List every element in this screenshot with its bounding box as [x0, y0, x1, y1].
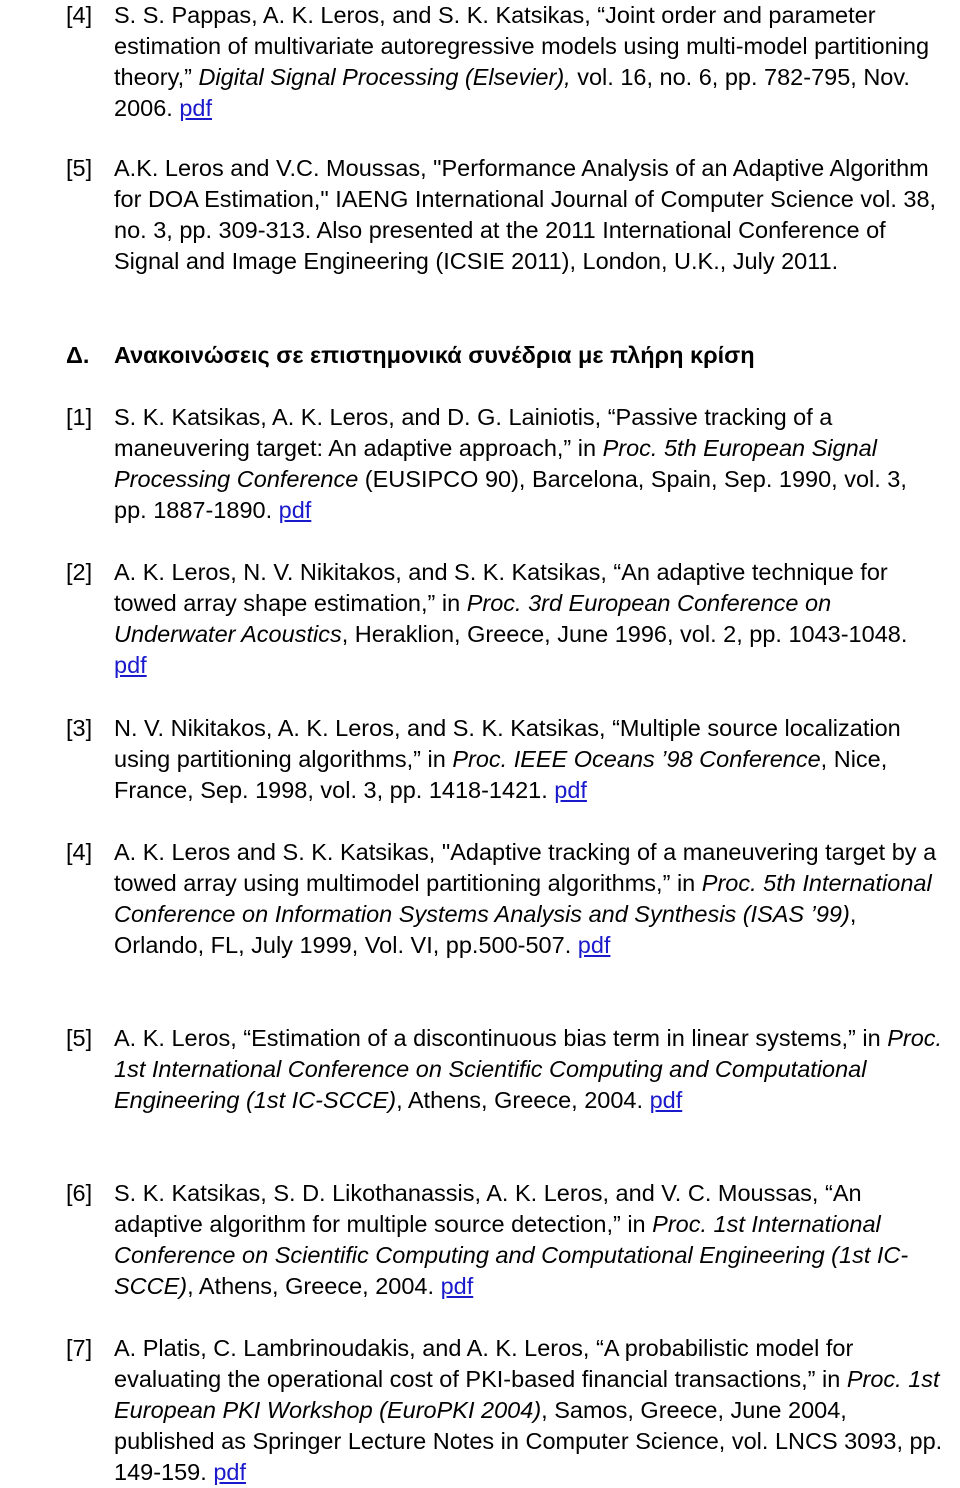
reference-number: [5] [66, 155, 93, 181]
reference-item [66, 153, 946, 277]
reference-text [114, 1333, 946, 1488]
reference-segment: , Athens, Greece, 2004. [396, 1087, 650, 1113]
reference-item [66, 402, 946, 526]
reference-segment: S. K. Katsikas, S. D. Likothanassis, A. K. Leros, and V. C. Moussas, “An adaptive algorithm for multiple source detection,” in [114, 1180, 862, 1237]
reference-item [66, 713, 946, 806]
section-letter: Δ. [66, 342, 90, 368]
reference-segment: S. K. Katsikas, A. K. Leros, and D. G. Lainiotis, “Passive tracking of a maneuvering target: An adaptive approach,” in [114, 404, 833, 461]
pdf-link[interactable]: pdf [114, 652, 147, 678]
reference-item [66, 1023, 946, 1116]
conference-name: Proc. 3rd European Conference on Underwater Acoustics [114, 590, 832, 647]
reference-number: [5] [66, 1025, 93, 1051]
reference-item [66, 1333, 946, 1488]
reference-number: [3] [66, 715, 93, 741]
reference-segment: A. K. Leros, N. V. Nikitakos, and S. K. Katsikas, “An adaptive technique for towed array shape estimation,” in [114, 559, 888, 616]
reference-segment: vol. 16, no. 6, pp. 782-795, Nov. 2006. [114, 64, 910, 121]
section-title: Ανακοινώσεις σε επιστημονικά συνέδρια με πλήρη κρίση [114, 342, 755, 368]
reference-number: [1] [66, 404, 93, 430]
reference-text [114, 0, 946, 124]
pdf-link[interactable]: pdf [554, 777, 587, 803]
reference-segment: S. S. Pappas, A. K. Leros, and S. K. Katsikas, “Joint order and parameter estimation of multivariate autoregressive models using multi-model partitioning theory,” [114, 2, 930, 90]
reference-segment: A. Platis, C. Lambrinoudakis, and A. K. Leros, “A probabilistic model for evaluating the operational cost of PKI-based financial transactions,” in [114, 1335, 854, 1392]
reference-segment: , Heraklion, Greece, June 1996, vol. 2, pp. 1043-1048. [341, 621, 908, 647]
reference-segment: , Nice, France, Sep. 1998, vol. 3, pp. 1418-1421. [114, 746, 888, 803]
conference-name: Proc. IEEE Oceans ’98 Conference [452, 746, 821, 772]
conference-name: Proc. 1st International Conference on Scientific Computing and Computational Engineering (1st IC-SCCE) [114, 1025, 943, 1113]
reference-item [66, 557, 946, 681]
conference-name: Proc. 1st International Conference on Scientific Computing and Computational Engineering (1st IC-SCCE) [114, 1211, 909, 1299]
reference-number: [6] [66, 1180, 93, 1206]
reference-number: [2] [66, 559, 93, 585]
reference-segment: (EUSIPCO 90), Barcelona, Spain, Sep. 1990, vol. 3, pp. 1887-1890. [114, 466, 907, 523]
reference-segment: N. V. Nikitakos, A. K. Leros, and S. K. Katsikas, “Multiple source localization using partitioning algorithms,” in [114, 715, 901, 772]
reference-item [66, 1178, 946, 1302]
reference-text [114, 153, 946, 277]
reference-text [114, 1023, 946, 1116]
reference-item [66, 837, 946, 961]
reference-segment: A. K. Leros, “Estimation of a discontinuous bias term in linear systems,” in [114, 1025, 888, 1051]
reference-segment: A.K. Leros and V.C. Moussas, "Performance Analysis of an Adaptive Algorithm for DOA Estimation," IAENG International Journal of Computer Science vol. 38, no. 3, pp. 309-313. Also presented at the 2011 International Conference of Signal and Image Engineering (ICSIE 2011), London, U.K., July 2011. [114, 155, 937, 274]
conference-name: Proc. 5th European Signal Processing Conference [114, 435, 877, 492]
conference-name: Proc. 1st European PKI Workshop (EuroPKI 2004) [114, 1366, 940, 1423]
pdf-link[interactable]: pdf [213, 1459, 246, 1485]
reference-text [114, 1178, 946, 1302]
pdf-link[interactable]: pdf [440, 1273, 474, 1299]
pdf-link[interactable]: pdf [179, 95, 213, 121]
reference-text [114, 557, 946, 681]
conference-name: Proc. 5th International Conference on Information Systems Analysis and Synthesis (ISAS ’99) [114, 870, 932, 927]
reference-segment: , Samos, Greece, June 2004, published as Springer Lecture Notes in Computer Science, vol. LNCS 3093, pp. 149-159. [114, 1397, 943, 1485]
reference-number: [4] [66, 2, 93, 28]
pdf-link[interactable]: pdf [649, 1087, 683, 1113]
reference-item [66, 0, 946, 124]
reference-text [114, 402, 946, 526]
reference-segment: , Athens, Greece, 2004. [187, 1273, 441, 1299]
pdf-link[interactable]: pdf [278, 497, 312, 523]
pdf-link[interactable]: pdf [577, 932, 611, 958]
reference-segment: A. K. Leros and S. K. Katsikas, "Adaptive tracking of a maneuvering target by a towed array using multimodel partitioning algorithms,” in [114, 839, 937, 896]
journal-name: Digital Signal Processing (Elsevier), [198, 64, 571, 90]
reference-text [114, 837, 946, 961]
reference-text [114, 713, 946, 806]
reference-number: [7] [66, 1335, 93, 1361]
section-heading [66, 340, 755, 371]
reference-number: [4] [66, 839, 93, 865]
reference-segment: , Orlando, FL, July 1999, Vol. VI, pp.500-507. [114, 901, 857, 958]
